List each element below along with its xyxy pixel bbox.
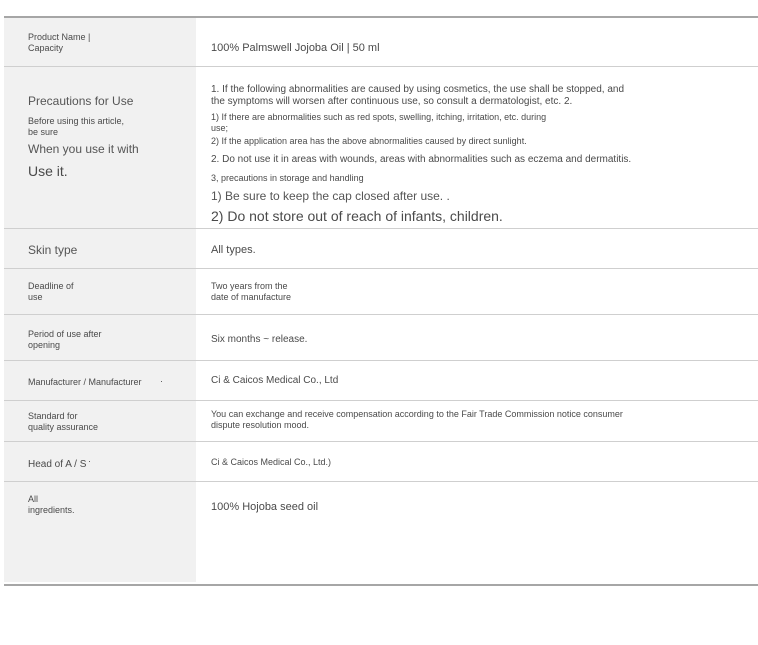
label-line: Product Name | — [28, 32, 91, 42]
label-cell — [4, 442, 196, 481]
label-line: be sure — [28, 127, 59, 137]
value-line: You can exchange and receive compensation according to the Fair Trade Commission notice consumer — [211, 409, 623, 419]
label-mark: · — [160, 376, 163, 386]
label-line: Before using this article, — [28, 116, 125, 126]
row-manufacturer — [4, 361, 758, 401]
label-cell — [4, 482, 196, 582]
row-ingredients — [4, 482, 758, 582]
value-line: Ci & Caicos Medical Co., Ltd — [211, 375, 339, 386]
value-line: All types. — [211, 244, 256, 256]
label-cell — [4, 67, 196, 228]
label-mark: · — [88, 456, 91, 466]
row-after-service — [4, 442, 758, 482]
label-line: Deadline of — [28, 281, 74, 291]
product-info-table — [4, 16, 758, 586]
value-cell — [196, 482, 758, 582]
value-cell — [196, 361, 758, 400]
value-cell — [196, 229, 758, 268]
value-line: 1) Be sure to keep the cap closed after use. . — [211, 189, 450, 203]
value-cell — [196, 401, 758, 441]
label-line: Head of A / S — [28, 459, 87, 470]
label-cell — [4, 18, 196, 66]
label-line: quality assurance — [28, 422, 99, 432]
value-line: date of manufacture — [211, 292, 292, 302]
value-line: 3, precautions in storage and handling — [211, 173, 364, 183]
row-precautions — [4, 67, 758, 229]
label-line: Standard for — [28, 411, 78, 421]
value-line: use; — [211, 123, 229, 133]
value-cell — [196, 18, 758, 66]
label-line: Period of use after — [28, 329, 102, 339]
label-heading: Precautions for Use — [28, 94, 134, 108]
value-line: 2. Do not use it in areas with wounds, areas with abnormalities such as eczema and dermatitis. — [211, 154, 632, 165]
value-line: 2) If the application area has the above abnormalities caused by direct sunlight. — [211, 136, 527, 146]
label-line: Skin type — [28, 243, 78, 257]
label-line: ingredients. — [28, 505, 75, 515]
label-line: Capacity — [28, 43, 64, 53]
value-cell — [196, 442, 758, 481]
value-line: dispute resolution mood. — [211, 420, 310, 430]
label-cell — [4, 401, 196, 441]
row-product-name — [4, 18, 758, 67]
value-line: the symptoms will worsen after continuous use, so consult a dermatologist, etc. 2. — [211, 96, 573, 107]
value-line: 1) If there are abnormalities such as red spots, swelling, itching, irritation, etc. during — [211, 112, 547, 122]
label-line: use — [28, 292, 43, 302]
value-line: 2) Do not store out of reach of infants, children. — [211, 208, 503, 224]
label-line: Use it. — [28, 163, 68, 179]
value-cell — [196, 315, 758, 360]
value-line: 100% Hojoba seed oil — [211, 501, 319, 513]
row-deadline — [4, 269, 758, 315]
label-cell — [4, 229, 196, 268]
value-cell — [196, 269, 758, 314]
value-cell — [196, 67, 758, 228]
label-line: All — [28, 494, 39, 504]
label-line: When you use it with — [28, 142, 139, 156]
label-line: opening — [28, 340, 61, 350]
value-line: Two years from the — [211, 281, 288, 291]
row-period-after-opening — [4, 315, 758, 361]
label-line: Manufacturer / Manufacturer — [28, 377, 142, 387]
label-cell — [4, 315, 196, 360]
value-line: Six months ~ release. — [211, 334, 308, 345]
row-quality-assurance — [4, 401, 758, 442]
label-cell — [4, 269, 196, 314]
label-cell — [4, 361, 196, 400]
row-skin-type — [4, 229, 758, 269]
value-line: Ci & Caicos Medical Co., Ltd.) — [211, 457, 332, 467]
value-line: 100% Palmswell Jojoba Oil | 50 ml — [211, 42, 380, 54]
value-line: 1. If the following abnormalities are caused by using cosmetics, the use shall be stopped, and — [211, 84, 625, 95]
